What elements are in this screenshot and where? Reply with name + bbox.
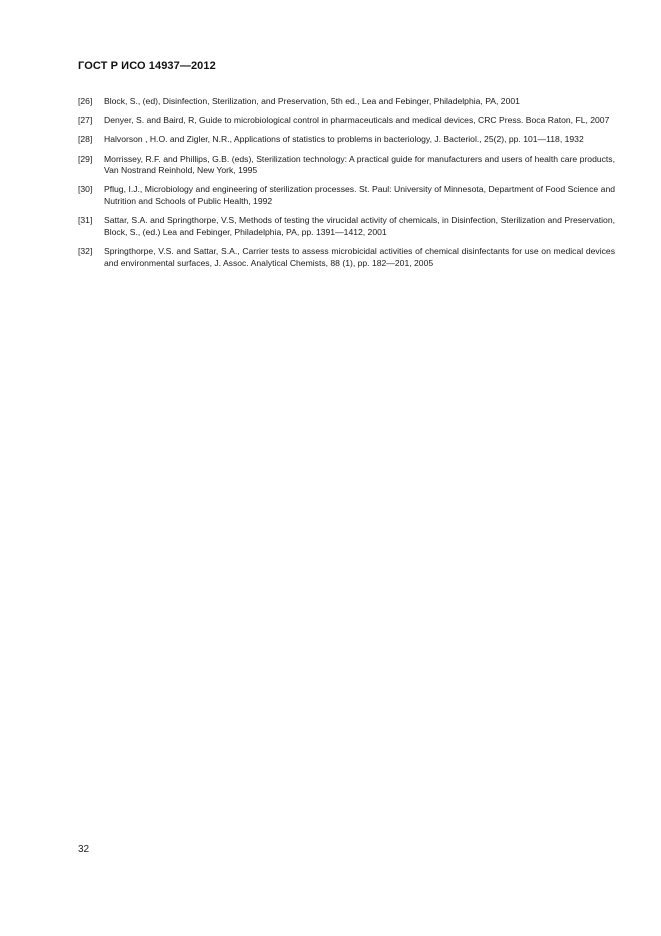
reference-text: Halvorson , H.O. and Zigler, N.R., Applications of statistics to problems in bacteriology, J. Bacteriol., 25(2), pp. 101—118, 1932 <box>104 134 584 145</box>
reference-number: [26] <box>78 96 93 106</box>
reference-text: Sattar, S.A. and Springthorpe, V.S, Methods of testing the virucidal activity of chemicals, in Disinfection, Sterilization and Preservation, Block, S., (ed.) Lea and Febinger, Philadelphia, PA, pp. 1391—1412, 2001 <box>104 215 615 237</box>
reference-number: [28] <box>78 134 93 145</box>
reference-item <box>78 246 615 269</box>
standard-header: ГОСТ Р ИСО 14937—2012 <box>78 60 216 72</box>
reference-text: Pflug, I.J., Microbiology and engineering of sterilization processes. St. Paul: University of Minnesota, Department of Food Science and Nutrition and Schools of Public Health, 1992 <box>104 184 615 206</box>
reference-text: Denyer, S. and Baird, R, Guide to microbiological control in pharmaceuticals and medical devices, CRC Press. Boca Raton, FL, 2007 <box>104 115 610 126</box>
reference-text: Springthorpe, V.S. and Sattar, S.A., Carrier tests to assess microbicidal activities of chemical disinfectants for use on medical devices and environmental surfaces, J. Assoc. Analytical Chemists, 88 (1), pp. 182—201, 2005 <box>104 245 615 268</box>
reference-item <box>78 115 615 127</box>
reference-item <box>78 96 615 108</box>
reference-text: Morrissey, R.F. and Phillips, G.B. (eds), Sterilization technology: A practical guide for manufacturers and users of health care products, Van Nostrand Reinhold, New York, 1995 <box>104 153 615 176</box>
reference-number: [29] <box>78 153 93 164</box>
reference-text: Block, S., (ed), Disinfection, Sterilization, and Preservation, 5th ed., Lea and Febinger, Philadelphia, PA, 2001 <box>104 96 520 106</box>
reference-number: [27] <box>78 115 93 126</box>
reference-item <box>78 215 615 238</box>
reference-item <box>78 184 615 207</box>
reference-item <box>78 134 615 146</box>
page-number: 32 <box>78 844 90 855</box>
reference-number: [30] <box>78 184 93 195</box>
bibliography-list <box>78 96 615 277</box>
reference-number: [32] <box>78 245 93 256</box>
reference-item <box>78 154 615 177</box>
reference-number: [31] <box>78 215 93 226</box>
